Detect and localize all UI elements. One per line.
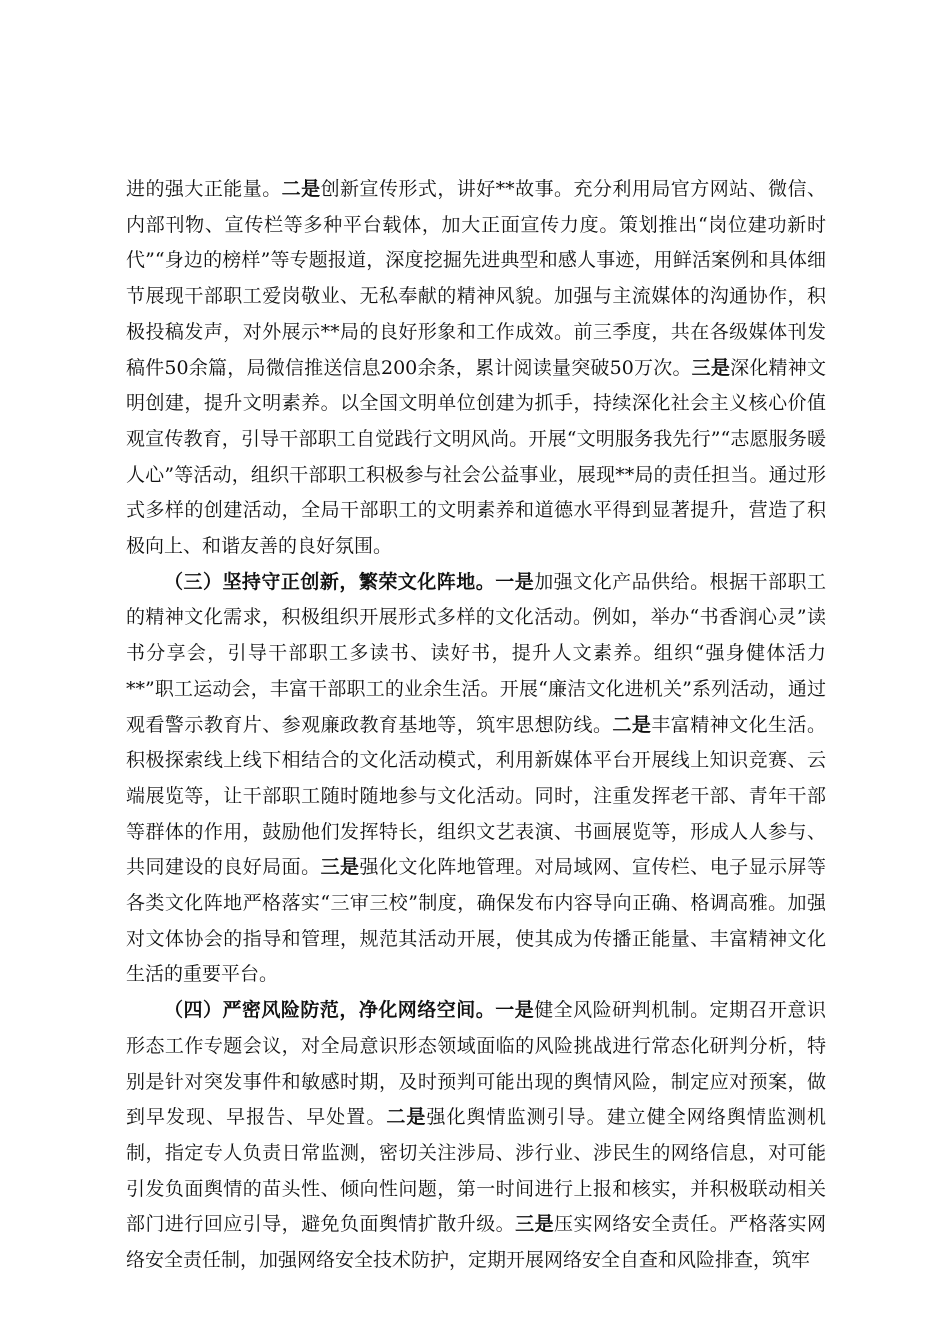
text-run: 创新宣传形式，讲好**故事。充分利用局官方网站、微信、内部刊物、宣传栏等多种平台载体，加大正面宣传力度。策划推出“岗位建功新时代”“身边的榜样”等专题报道，深度挖掘先进典型和感人事迹，用鲜活案例和具体细节展现干部职工爱岗敬业、无私奉献的精神风貌。加强与主流媒体的沟通协作，积极投稿发声，对外展示**局的良好形象和工作成效。前三季度，共在各级媒体刊发稿件50余篇，局微信推送信息200余条，累计阅读量突破50万次。 (126, 178, 826, 379)
ordinal-marker: 三是 (691, 356, 731, 379)
section-heading: （四）严密风险防范，净化网络空间。 (164, 999, 496, 1022)
text-run: 强化文化阵地管理。对局域网、宣传栏、电子显示屏等各类文化阵地严格落实“三审三校”制度，确保发布内容导向正确、格调高雅。加强对文体协会的指导和管理，规范其活动开展，使其成为传播正能量、丰富精神文化生活的重要平台。 (126, 856, 826, 986)
text-run: 加强文化产品供给。根据干部职工的精神文化需求，积极组织开展形式多样的文化活动。例如，举办“书香润心灵”读书分享会，引导干部职工多读书、读好书，提升人文素养。组织“强身健体活力**”职工运动会，丰富干部职工的业余生活。开展“廉洁文化进机关”系列活动，通过观看警示教育片、参观廉政教育基地等，筑牢思想防线。 (126, 570, 826, 736)
ordinal-marker: 三是 (515, 1213, 555, 1236)
text-run: 健全风险研判机制。定期召开意识形态工作专题会议，对全局意识形态领域面临的风险挑战进行常态化研判分析，特别是针对突发事件和敏感时期，及时预判可能出现的舆情风险，制定应对预案，做到早发现、早报告、早处置。 (126, 999, 826, 1129)
ordinal-marker: 一是 (495, 570, 535, 593)
text-run: 丰富精神文化生活。积极探索线上线下相结合的文化活动模式，利用新媒体平台开展线上知识竞赛、云端展览等，让干部职工随时随地参与文化活动。同时，注重发挥老干部、青年干部等群体的作用，鼓励他们发挥特长，组织文艺表演、书画展览等，形成人人参与、共同建设的良好局面。 (126, 713, 826, 879)
ordinal-marker: 二是 (281, 178, 321, 200)
ordinal-marker: 二是 (386, 1106, 427, 1129)
ordinal-marker: 二是 (612, 713, 652, 736)
text-run: 进的强大正能量。 (126, 178, 282, 200)
paragraph-section-4 (126, 993, 826, 1279)
ordinal-marker: 三是 (320, 856, 360, 879)
section-heading: （三）坚持守正创新，繁荣文化阵地。 (164, 570, 496, 593)
text-run: 强化舆情监测引导。建立健全网络舆情监测机制，指定专人负责日常监测，密切关注涉局、涉行业、涉民生的网络信息，对可能引发负面舆情的苗头性、倾向性问题，第一时间进行上报和核实，并积极联动相关部门进行回应引导，避免负面舆情扩散升级。 (126, 1106, 826, 1236)
paragraph-continuation (126, 172, 826, 565)
text-run: 深化精神文明创建，提升文明素养。以全国文明单位创建为抓手，持续深化社会主义核心价值观宣传教育，引导干部职工自觉践行文明风尚。开展“文明服务我先行”“志愿服务暖人心”等活动，组织干部职工积极参与社会公益事业，展现**局的责任担当。通过形式多样的创建活动，全局干部职工的文明素养和道德水平得到显著提升，营造了积极向上、和谐友善的良好氛围。 (126, 356, 826, 558)
paragraph-section-3 (126, 565, 826, 993)
ordinal-marker: 一是 (495, 999, 535, 1022)
text-run: 压实网络安全责任。严格落实网络安全责任制，加强网络安全技术防护，定期开展网络安全自查和风险排查，筑牢 (126, 1213, 826, 1272)
document-page (126, 172, 826, 1279)
